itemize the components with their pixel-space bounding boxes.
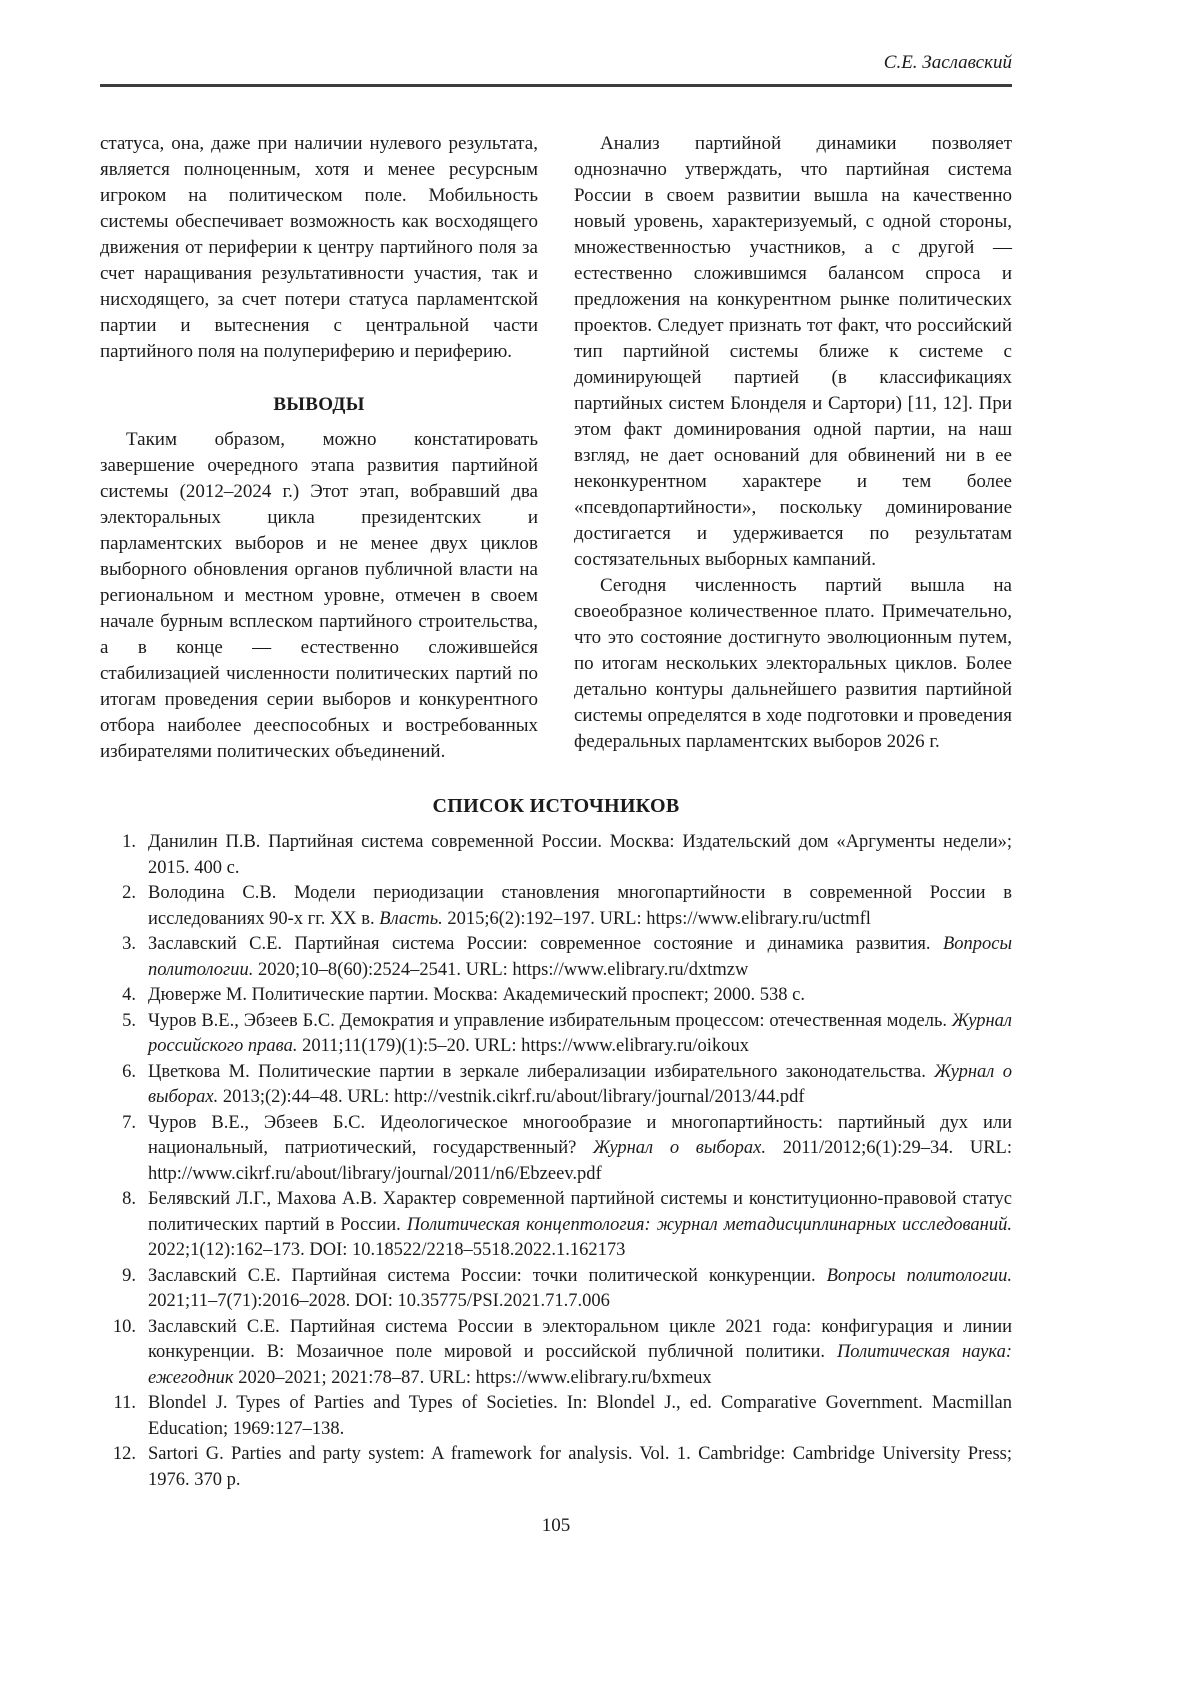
page-header [100, 0, 1012, 87]
reference-item [100, 1315, 1012, 1392]
reference-text: Данилин П.В. Партийная система современной России. Москва: Издательский дом «Аргументы недели»; 2015. 400 с. [148, 832, 1012, 878]
reference-text: Дюверже М. Политические партии. Москва: Академический проспект; 2000. 538 с. [148, 985, 805, 1005]
reference-item [100, 1187, 1012, 1264]
reference-number: 7. [122, 1112, 136, 1133]
reference-text: Заславский С.Е. Партийная система России в электоральном цикле 2021 года: конфигурация и линии конкуренции. В: Мозаичное поле мировой и российской публичной политики. Политическая наука: ежегодник 2020–2021; 2021:78–87. URL: https://www.elibrary.ru/bxmeux [148, 1316, 1012, 1388]
reference-item [100, 983, 1012, 1009]
reference-number: 6. [122, 1061, 136, 1082]
paragraph-today: Сегодня численность партий вышла на своеобразное количественное плато. Примечательно, что это состояние достигнуто эволюционным путем, по итогам нескольких электоральных циклов. Более детально контуры дальнейшего развития партийной системы определятся в ходе подготовки и проведения федеральных парламентских выборов 2026 г. [574, 575, 1012, 752]
reference-text: Sartori G. Parties and party system: A framework for analysis. Vol. 1. Cambridge: Cambridge University Press; 1976. 370 p. [148, 1444, 1012, 1490]
reference-text: Чуров В.Е., Эбзеев Б.С. Демократия и управление избирательным процессом: отечественная модель. Журнал российского права. 2011;11(179)(1):5–20. URL: https://www.elibrary.ru/oikoux [148, 1010, 1012, 1056]
page-number: 105 [541, 1515, 571, 1536]
reference-item [100, 1111, 1012, 1188]
body-columns [100, 131, 1012, 765]
reference-number: 3. [122, 934, 136, 954]
conclusions-heading: ВЫВОДЫ [273, 394, 365, 415]
page-content [100, 0, 1012, 1537]
reference-item [100, 932, 1012, 983]
reference-item [100, 1264, 1012, 1315]
header-rule [100, 84, 1012, 87]
reference-item [100, 1442, 1012, 1493]
paragraph-continuation: статуса, она, даже при наличии нулевого результата, является полноценным, хотя и менее ресурсным игроком на политическом поле. Мобильность системы обеспечивает возможность как восходящего движения от периферии к центру партийного поля за счет наращивания результативности участия, так и нисходящего, за счет потери статуса парламентской партии и вытеснения с центральной части партийного поля на полупериферию и периферию. [100, 133, 538, 362]
reference-item [100, 1009, 1012, 1060]
reference-item [100, 1060, 1012, 1111]
references-heading: СПИСОК ИСТОЧНИКОВ [432, 795, 680, 817]
reference-text: Blondel J. Types of Parties and Types of Societies. In: Blondel J., ed. Comparative Government. Macmillan Education; 1969:127–138. [148, 1393, 1012, 1439]
paragraph-conclusions: Таким образом, можно констатировать завершение очередного этапа развития партийной системы (2012–2024 г.) Этот этап, вобравший два электоральных цикла президентских и парламентских выборов и не менее двух циклов выборного обновления органов публичной власти на региональном и местном уровне, отмечен в своем начале бурным всплеском партийного строительства, а в конце — естественно сложившейся стабилизацией численности политических партий по итогам проведения серии выборов и конкурентного отбора наиболее дееспособных и востребованных избирателями политических объединений. [100, 429, 538, 762]
reference-number: 1. [122, 832, 136, 852]
reference-item [100, 1391, 1012, 1442]
paragraph-analysis: Анализ партийной динамики позволяет однозначно утверждать, что партийная система России в своем развитии вышла на качественно новый уровень, характеризуемый, с одной стороны, множественностью участников, а с другой — естественно сложившимся балансом спроса и предложения на конкурентном рынке политических проектов. Следует признать тот факт, что российский тип партийной системы ближе к системе с доминирующей партией (в классификациях партийных систем Блонделя и Сартори) [11, 12]. При этом факт доминирования одной партии, на наш взгляд, не дает оснований для обвинений ни в ее неконкурентном характере и тем более «псевдопартийности», поскольку доминирование достигается и удерживается по результатам состязательных выборных кампаний. [574, 133, 1012, 570]
right-column [574, 131, 1012, 765]
reference-text: Чуров В.Е., Эбзеев Б.С. Идеологическое многообразие и многопартийность: партийный дух или национальный, патриотический, государственный? Журнал о выборах. 2011/2012;6(1):29–34. URL: http://www.cikrf.ru/about/library/journal/2011/n6/Ebzeev.pdf [148, 1112, 1012, 1184]
reference-number: 2. [122, 883, 136, 903]
reference-number: 11. [113, 1393, 136, 1413]
reference-number: 9. [122, 1265, 136, 1286]
reference-item [100, 830, 1012, 881]
reference-text: Заславский С.Е. Партийная система России: современное состояние и динамика развития. Вопросы политологии. 2020;10–8(60):2524–2541. URL: https://www.elibrary.ru/dxtmzw [148, 934, 1012, 980]
reference-text: Цветкова М. Политические партии в зеркале либерализации избирательного законодательства. Журнал о выборах. 2013;(2):44–48. URL: http://vestnik.cikrf.ru/about/library/journal/2013/44.pdf [148, 1061, 1012, 1107]
page-footer [100, 1515, 1012, 1537]
reference-text: Белявский Л.Г., Махова А.В. Характер современной партийной системы и конституционно-правовой статус политических партий в России. Политическая концептология: журнал метадисциплинарных исследований. 2022;1(12):162–173. DOI: 10.18522/2218–5518.2022.1.162173 [148, 1189, 1012, 1260]
reference-number: 5. [122, 1010, 136, 1031]
references-list [100, 830, 1012, 1493]
reference-number: 12. [112, 1444, 136, 1464]
left-column [100, 131, 538, 765]
reference-text: Заславский С.Е. Партийная система России: точки политической конкуренции. Вопросы политологии. 2021;11–7(71):2016–2028. DOI: 10.35775/PSI.2021.71.7.006 [148, 1265, 1012, 1311]
reference-item [100, 881, 1012, 932]
running-head-author: С.Е. Заславский [883, 52, 1012, 73]
reference-number: 10. [112, 1316, 136, 1337]
reference-text: Володина С.В. Модели периодизации становления многопартийности в современной России в исследованиях 90-х гг. XX в. Власть. 2015;6(2):192–197. URL: https://www.elibrary.ru/uctmfl [148, 883, 1012, 929]
reference-number: 4. [122, 985, 136, 1005]
reference-number: 8. [122, 1189, 136, 1209]
